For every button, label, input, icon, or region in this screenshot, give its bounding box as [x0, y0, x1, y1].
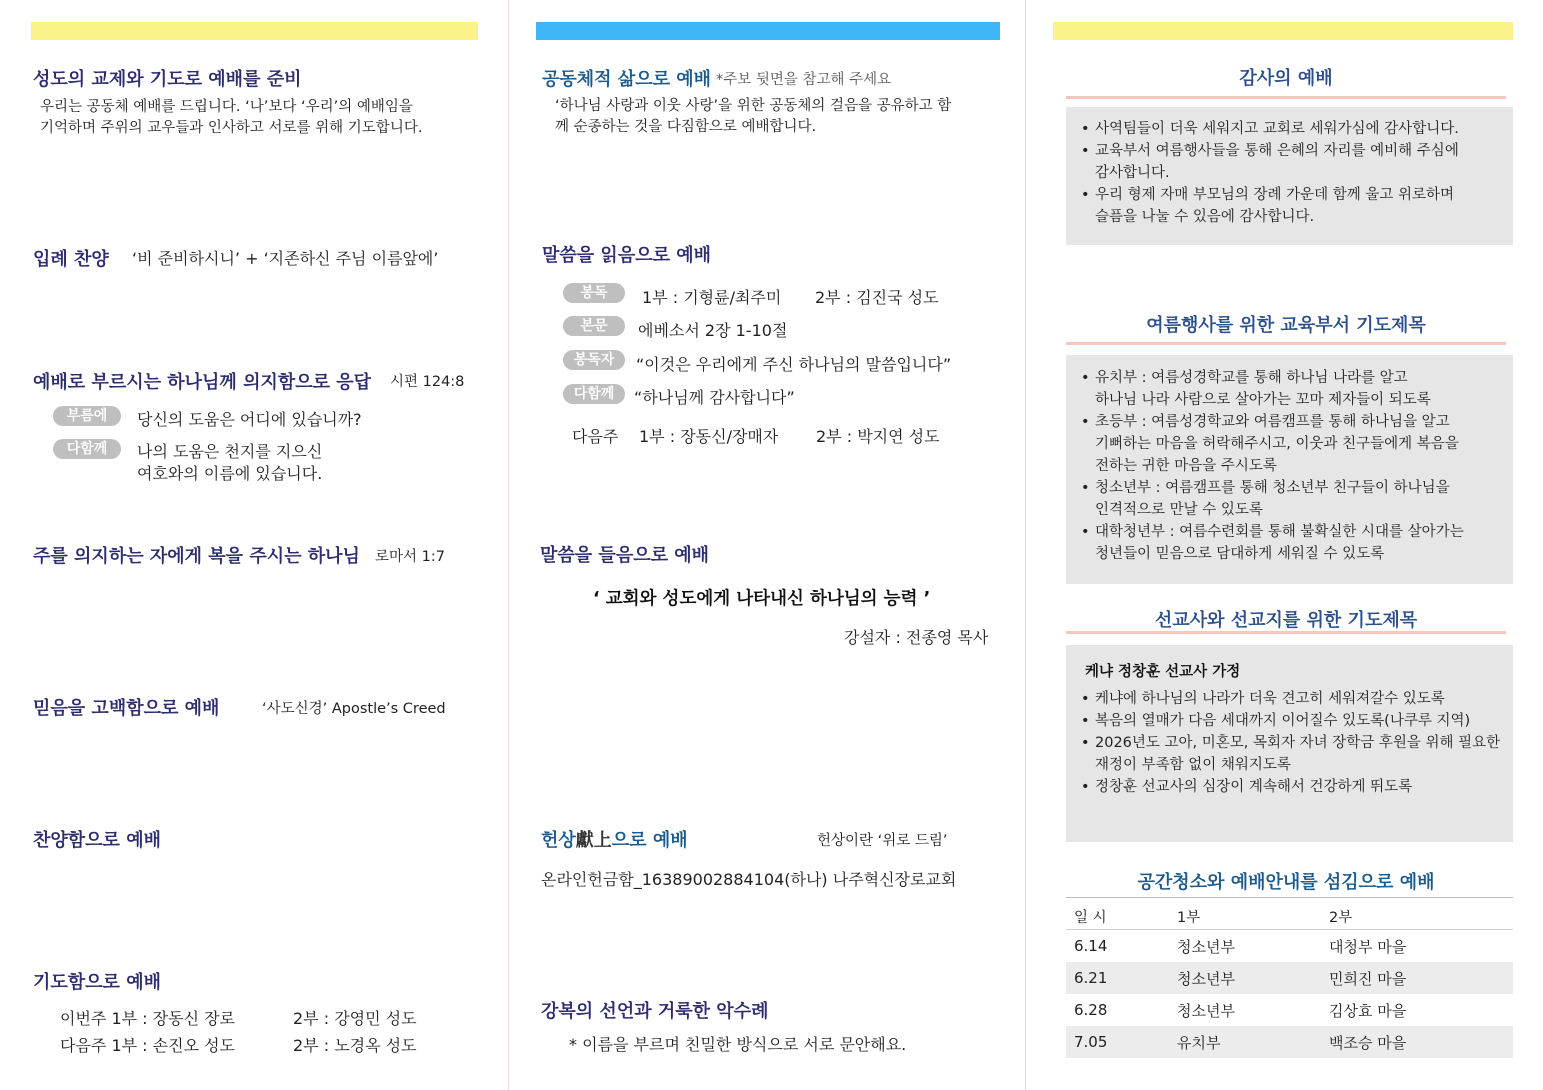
pill-reader: 봉독	[563, 283, 625, 303]
yellow-bar-right	[1053, 22, 1513, 40]
cell-first: 청소년부	[1177, 1001, 1235, 1020]
scripture-text: 에베소서 2장 1-10절	[638, 321, 788, 340]
next-reader-1: 1부 : 장동신/장매자	[639, 427, 779, 446]
entry-songs: ‘비 준비하시니’ + ‘지존하신 주님 이름앞에’	[132, 249, 439, 268]
community-note: *주보 뒷면을 참고해 주세요	[716, 72, 892, 88]
mission-item: • 케냐에 하나님의 나라가 더욱 견고히 세워져갈수 있도록	[1081, 688, 1500, 710]
prayer-this-week: 이번주 1부 : 장동신 장로	[60, 1009, 236, 1028]
thanks-item: • 우리 형제 자매 부모님의 장례 가운데 함께 울고 위로하며	[1081, 184, 1459, 206]
cell-date: 6.14	[1074, 937, 1108, 955]
prayer-next-week: 다음주 1부 : 손진오 성도	[60, 1036, 236, 1055]
benediction-note: * 이름을 부르며 친밀한 방식으로 서로 문안해요.	[569, 1035, 907, 1054]
offering-note: 헌상이란 ‘위로 드림’	[817, 833, 948, 849]
section-title-community: 공동체적 삶으로 예배	[542, 69, 712, 90]
offering-title-hanja: 獻上	[575, 830, 612, 851]
cell-second: 백조승 마을	[1321, 1026, 1513, 1058]
cell-date: 7.05	[1066, 1026, 1169, 1058]
sermon-title: ‘ 교회와 성도에게 나타내신 하나님의 능력 ’	[593, 589, 931, 609]
next-reader-label: 다음주	[572, 427, 619, 446]
cell-second: 대청부 마을	[1329, 937, 1407, 956]
table-row	[1066, 1026, 1513, 1058]
edu-item: • 초등부 : 여름성경학교와 여름캠프를 통해 하나님을 알고	[1081, 411, 1464, 433]
edu-item: • 유치부 : 여름성경학교를 통해 하나님 나라를 알고	[1081, 367, 1464, 389]
lector-text: “이것은 우리에게 주신 하나님의 말씀입니다”	[636, 355, 952, 374]
cell-second: 민희진 마을	[1321, 962, 1513, 994]
edu-item: • 대학청년부 : 여름수련회를 통해 불확실한 시대를 살아가는	[1081, 521, 1464, 543]
pill-all-reading: 다함께	[563, 384, 625, 404]
section-title-offering	[541, 826, 688, 852]
thanks-rule	[1066, 96, 1506, 99]
edu-box	[1066, 355, 1513, 584]
thanks-item: • 사역팀들이 더욱 세워지고 교회로 세워가심에 감사합니다.	[1081, 118, 1459, 140]
section-title-benediction: 강복의 선언과 거룩한 악수례	[541, 1001, 769, 1022]
header-first: 1부	[1169, 903, 1321, 930]
preacher: 강설자 : 전종영 목사	[844, 628, 989, 647]
pill-all: 다함께	[53, 439, 121, 459]
thanks-item: • 교육부서 여름행사들을 통해 은혜의 자리를 예비해 주심에	[1081, 140, 1459, 162]
section-title-prep: 성도의 교제와 기도로 예배를 준비	[33, 69, 302, 90]
section-title-thanks: 감사의 예배	[1239, 68, 1333, 89]
edu-item-cont: 전하는 귀한 마음을 주시도록	[1095, 458, 1277, 474]
table-row	[1066, 930, 1513, 963]
edu-list	[1081, 367, 1464, 565]
pill-call: 부름에	[53, 406, 121, 426]
thanks-list	[1081, 118, 1459, 228]
table-row	[1066, 962, 1513, 994]
all-text-line2: 여호와의 이름에 있습니다.	[137, 464, 323, 483]
community-line1: ‘하나님 사랑과 이웃 사랑’을 위한 공동체의 걸음을 공유하고 함	[555, 98, 952, 114]
response-ref: 시편 124:8	[390, 374, 465, 390]
reader-2: 2부 : 김진국 성도	[815, 288, 939, 307]
mission-box	[1066, 645, 1513, 842]
pill-text: 본문	[563, 316, 625, 336]
cell-date: 6.21	[1066, 962, 1169, 994]
mission-list	[1081, 688, 1500, 798]
section-title-sermon: 말씀을 들음으로 예배	[540, 545, 710, 566]
edu-item-cont: 청년들이 믿음으로 담대하게 세워질 수 있도록	[1095, 546, 1385, 562]
section-title-blessing: 주를 의지하는 자에게 복을 주시는 하나님	[33, 546, 360, 567]
community-line2: 께 순종하는 것을 다짐함으로 예배합니다.	[555, 119, 817, 135]
header-second: 2부	[1321, 903, 1513, 930]
cell-first: 청소년부	[1177, 937, 1235, 956]
call-text: 당신의 도움은 어디에 있습니까?	[137, 410, 362, 429]
cell-first: 유치부	[1169, 1026, 1321, 1058]
mission-item: • 정창훈 선교사의 심장이 계속해서 건강하게 뛰도록	[1081, 776, 1500, 798]
creed-text: ‘사도신경’ Apostle’s Creed	[262, 701, 446, 717]
mission-rule	[1066, 631, 1506, 634]
edu-item-cont: 인격적으로 만날 수 있도록	[1095, 502, 1263, 518]
cleaning-table	[1066, 903, 1513, 1058]
thanks-box	[1066, 107, 1513, 245]
offering-title-c: 으로 예배	[611, 830, 688, 851]
mission-item-cont: 재정이 부족함 없이 채워지도록	[1095, 757, 1291, 773]
header-date: 일 시	[1066, 903, 1169, 930]
mission-family: 케냐 정창훈 선교사 가정	[1085, 664, 1241, 680]
section-title-mission: 선교사와 선교지를 위한 기도제목	[1154, 610, 1418, 631]
edu-item-cont: 하나님 나라 사람으로 살아가는 꼬마 제자들이 되도록	[1095, 392, 1431, 408]
offering-title-a: 헌상	[541, 830, 576, 851]
section-title-entry: 입례 찬양	[33, 249, 109, 270]
cell-date: 6.28	[1074, 1001, 1108, 1019]
thanks-item-cont: 슬픔을 나눌 수 있음에 감사합니다.	[1095, 209, 1315, 225]
section-title-reading: 말씀을 읽음으로 예배	[542, 245, 712, 266]
table-row	[1066, 994, 1513, 1026]
next-reader-2: 2부 : 박지연 성도	[816, 427, 940, 446]
offering-account: 온라인헌금함_16389002884104(하나) 나주혁신장로교회	[541, 870, 957, 889]
cleaning-header-row	[1066, 903, 1513, 930]
reader-1: 1부 : 기형륜/최주미	[642, 288, 782, 307]
pill-lector: 봉독자	[563, 350, 625, 370]
section-title-response: 예배로 부르시는 하나님께 의지함으로 응답	[33, 372, 372, 393]
prep-text-line2: 기억하며 주위의 교우들과 인사하고 서로를 위해 기도합니다.	[40, 120, 423, 136]
mission-item: • 2026년도 고아, 미혼모, 목회자 자녀 장학금 후원을 위해 필요한	[1081, 732, 1500, 754]
section-title-praise: 찬양함으로 예배	[33, 830, 161, 851]
blessing-ref: 로마서 1:7	[375, 549, 445, 565]
yellow-bar-left	[31, 22, 478, 40]
mission-item: • 복음의 열매가 다음 세대까지 이어질수 있도록(나쿠루 지역)	[1081, 710, 1500, 732]
all-reading-text: “하나님께 감사합니다”	[634, 388, 795, 407]
column-divider-right	[1025, 0, 1026, 1090]
prayer-this-week-2: 2부 : 강영민 성도	[293, 1009, 417, 1028]
section-title-prayer: 기도함으로 예배	[33, 972, 161, 993]
edu-item-cont: 기뻐하는 마음을 허락해주시고, 이웃과 친구들에게 복음을	[1095, 436, 1459, 452]
section-title-cleaning: 공간청소와 예배안내를 섬김으로 예배	[1137, 872, 1435, 893]
section-title-edu: 여름행사를 위한 교육부서 기도제목	[1146, 315, 1426, 336]
column-divider-left	[508, 0, 509, 1090]
cell-second: 김상효 마을	[1329, 1001, 1407, 1020]
cell-first: 청소년부	[1169, 962, 1321, 994]
section-title-creed: 믿음을 고백함으로 예배	[33, 698, 220, 719]
prep-text-line1: 우리는 공동체 예배를 드립니다. ‘나’보다 ‘우리’의 예배임을	[40, 99, 413, 115]
edu-rule	[1066, 342, 1506, 345]
cleaning-top-rule	[1066, 897, 1513, 898]
blue-bar-middle	[536, 22, 1000, 40]
prayer-next-week-2: 2부 : 노경옥 성도	[293, 1036, 417, 1055]
all-text-line1: 나의 도움은 천지를 지으신	[137, 442, 323, 461]
thanks-item-cont: 감사합니다.	[1095, 165, 1170, 181]
edu-item: • 청소년부 : 여름캠프를 통해 청소년부 친구들이 하나님을	[1081, 477, 1464, 499]
